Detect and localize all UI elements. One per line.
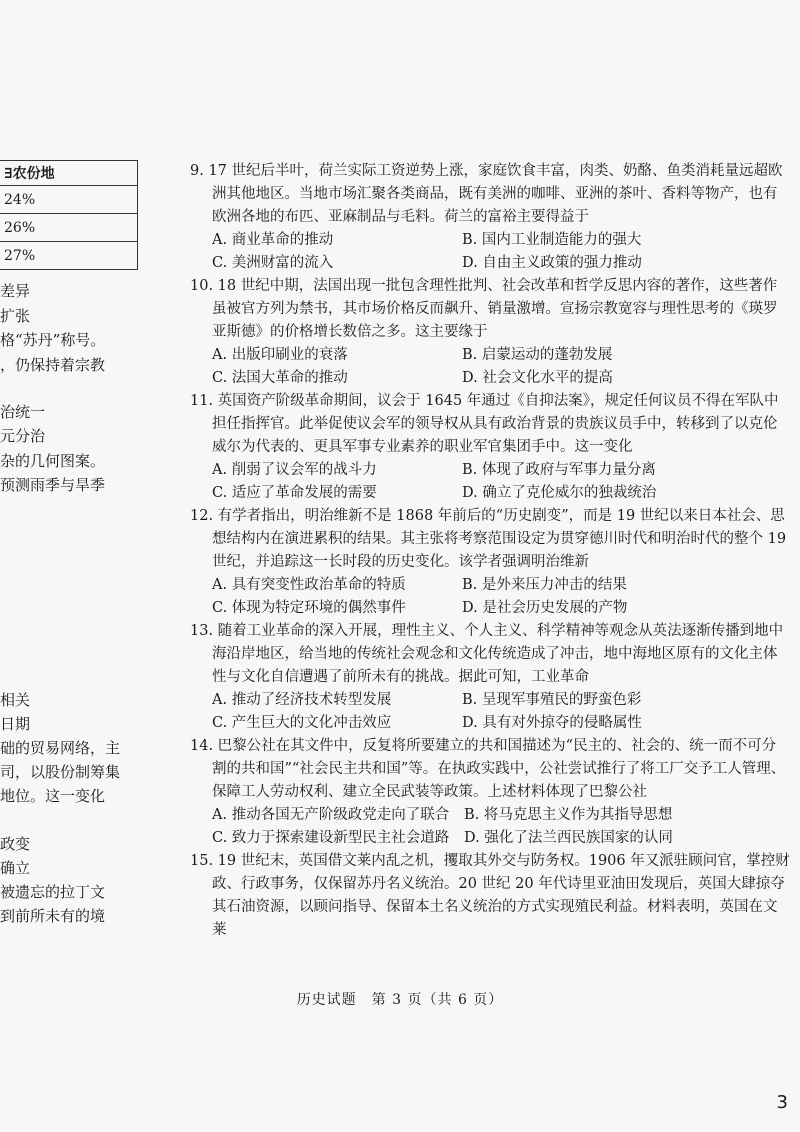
left-fragment-line: ，仍保持着宗教: [0, 356, 106, 374]
option-a: A. 推动了经济技术转型发展: [212, 692, 392, 708]
option-a: A. 削弱了议会军的战斗力: [212, 462, 377, 478]
option-a: A. 具有突变性政治革命的特质: [212, 577, 406, 593]
option-b: B. 将马克思主义作为其指导思想: [464, 807, 673, 823]
question-stem: 14. 巴黎公社在其文件中，反复将所要建立的共和国描述为“民主的、社会的、统一而不可分割的共和国”“社会民主共和国”等。在执政实践中，公社尝试推行了将工厂交予工人管理、保障工人劳动权利、建立全民武装等政策。上述材料体现了巴黎公社: [190, 738, 786, 800]
page-number: 3: [776, 1092, 788, 1113]
left-fragment-line: 到前所未有的境: [0, 907, 106, 925]
question-options: [190, 229, 790, 275]
option-c: C. 体现为特定环境的偶然事件: [212, 600, 406, 616]
left-fragment-line: 地位。这一变化: [0, 787, 106, 805]
left-fragment-table: [0, 160, 138, 270]
option-c: C. 致力于探索建设新型民主社会道路: [212, 830, 450, 846]
question-stem: 11. 英国资产阶级革命期间，议会于 1645 年通过《自抑法案》，规定任何议员不得在军队中担任指挥官。此举促使议会军的领导权从具有政治背景的贵族议员手中，转移到了以克伦威尔为代表的、更具军事专业素养的职业军官集团手中。这一变化: [190, 393, 779, 455]
left-fragment-line: 预测雨季与旱季: [0, 476, 106, 494]
question-10: [190, 275, 790, 390]
left-fragment-line: 础的贸易网络，主: [0, 739, 121, 757]
question-stem: 13. 随着工业革命的深入开展，理性主义、个人主义、科学精神等观念从英法逐渐传播到地中海沿岸地区，给当地的传统社会观念和文化传统造成了冲击，地中海地区原有的文化主体性与文化自信遭遇了前所未有的挑战。据此可知，工业革命: [190, 623, 784, 685]
question-options: [190, 574, 790, 620]
option-b: B. 呈现军事殖民的野蛮色彩: [462, 692, 642, 708]
option-c: C. 法国大革命的推动: [212, 370, 348, 386]
left-fragment-line: 司，以股份制筹集: [0, 763, 121, 781]
question-stem: 12. 有学者指出，明治维新不是 1868 年前后的“历史剧变”，而是 19 世纪以来日本社会、思想结构内在演进累积的结果。其主张将考察范围设定为贯穿德川时代和明治时代的整个 19 世纪，并追踪这一长时段的历史变化。该学者强调明治维新: [190, 508, 787, 570]
question-9: [190, 160, 790, 942]
question-options: [190, 804, 790, 850]
left-fragment-line: 日期: [0, 715, 31, 733]
left-fragment-line: 被遗忘的拉丁文: [0, 883, 106, 901]
left-fragment-line: 差异: [0, 282, 31, 300]
left-fragment-line: 杂的几何图案。: [0, 452, 106, 470]
left-fragment-line: 治统一: [0, 403, 46, 421]
option-c: C. 美洲财富的流入: [212, 255, 334, 271]
option-b: B. 是外来压力冲击的结果: [462, 577, 627, 593]
option-b: B. 启蒙运动的蓬勃发展: [462, 347, 613, 363]
page-footer: 历史试题 第 3 页（共 6 页）: [296, 992, 504, 1008]
question-options: [190, 344, 790, 390]
question-14: [190, 735, 790, 850]
left-fragment-line: 元分治: [0, 427, 46, 445]
option-a: A. 商业革命的推动: [212, 232, 334, 248]
option-a: A. 推动各国无产阶级政党走向了联合: [212, 807, 450, 823]
option-d: D. 具有对外掠夺的侵略属性: [462, 715, 642, 731]
question-11: [190, 390, 790, 505]
option-a: A. 出版印刷业的衰落: [212, 347, 348, 363]
option-d: D. 社会文化水平的提高: [462, 370, 613, 386]
left-fragment-line: 格“苏丹”称号。: [0, 331, 106, 349]
question-15: [190, 850, 790, 942]
option-c: C. 产生巨大的文化冲击效应: [212, 715, 392, 731]
left-page-fragment: [0, 0, 150, 1132]
option-d: D. 强化了法兰西民族国家的认同: [464, 830, 673, 846]
option-d: D. 确立了克伦威尔的独裁统治: [462, 485, 657, 501]
question-stem: 9. 17 世纪后半叶，荷兰实际工资逆势上涨，家庭饮食丰富，肉类、奶酪、鱼类消耗量远超欧洲其他地区。当地市场汇聚各类商品，既有美洲的咖啡、亚洲的茶叶、香料等物产，也有欧洲各地的布匹、亚麻制品与毛料。荷兰的富裕主要得益于: [190, 163, 783, 225]
left-fragment-line: 确立: [0, 859, 31, 877]
option-b: B. 国内工业制造能力的强大: [462, 232, 642, 248]
option-d: D. 是社会历史发展的产物: [462, 600, 628, 616]
left-table-cell: 26%: [0, 214, 138, 242]
question-stem: 15. 19 世纪末，英国借文莱内乱之机，攫取其外交与防务权。1906 年又派驻顾问官，掌控财政、行政事务，仅保留苏丹名义统治。20 世纪 20 年代诗里亚油田发现后，英国大肆掠夺其石油资源，以顾问指导、保留本土名义统治的方式实现殖民利益。材料表明，英国在文莱: [190, 853, 790, 938]
question-options: [190, 689, 790, 735]
left-fragment-line: 相关: [0, 691, 31, 709]
question-stem: 10. 18 世纪中期，法国出现一批包含理性批判、社会改革和哲学反思内容的著作，这些著作虽被官方列为禁书，其市场价格反而飙升、销量激增。宣扬宗教宽容与理性思考的《瑛罗亚斯德》的价格增长数倍之多。这主要缘于: [190, 278, 778, 340]
left-fragment-line: 扩张: [0, 307, 31, 325]
left-table-cell: 24%: [0, 186, 138, 214]
left-fragment-line: 政变: [0, 835, 31, 853]
option-d: D. 自由主义政策的强力推动: [462, 255, 642, 271]
option-b: B. 体现了政府与军事力量分离: [462, 462, 656, 478]
option-c: C. 适应了革命发展的需要: [212, 485, 377, 501]
question-13: [190, 620, 790, 735]
left-table-header: ∃农份地: [0, 160, 138, 186]
question-options: [190, 459, 790, 505]
left-table-cell: 27%: [0, 242, 138, 270]
question-12: [190, 505, 790, 620]
